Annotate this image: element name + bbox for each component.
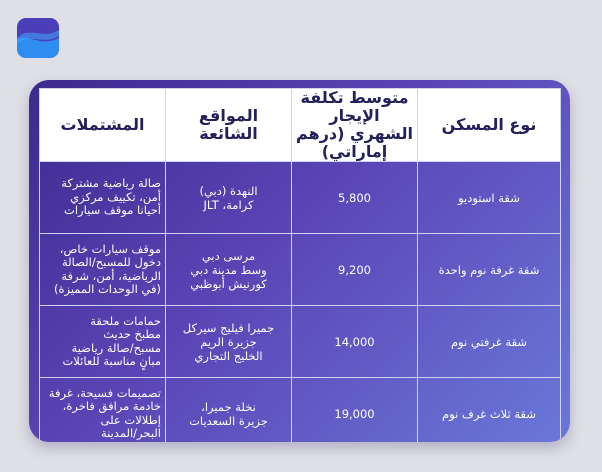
feature-line: (في الوحدات المميزة) <box>53 282 161 296</box>
cell-housing-type: شقة غرفة نوم واحدة <box>418 234 561 306</box>
cell-locations <box>166 306 292 378</box>
feature-line: مطبخ حديث <box>103 327 161 341</box>
location-line: جميرا فيليج سيركل <box>182 320 275 335</box>
location-line: كورنيش أبوظبي <box>190 276 267 291</box>
location-line: الخليج التجاري <box>194 348 263 363</box>
cell-cost: 14,000 <box>292 306 418 378</box>
cell-cost: 9,200 <box>292 234 418 306</box>
location-line: جزيرة السعديات <box>189 413 268 428</box>
cell-cost: 19,000 <box>292 378 418 443</box>
feature-line: مبانٍ مناسبة للعائلات <box>62 354 161 368</box>
table-row <box>40 306 561 378</box>
table-header-row <box>40 89 561 162</box>
feature-line: البحر/المدينة <box>100 426 161 440</box>
header-features: المشتملات <box>40 89 166 162</box>
cell-locations <box>166 162 292 234</box>
header-locations: المواقع الشائعة <box>166 89 292 162</box>
location-line: وسط مدينة دبي <box>190 262 267 277</box>
location-line: كرامة، JLT <box>203 197 254 212</box>
cell-housing-type: شقة ثلاث غرف نوم <box>418 378 561 443</box>
table-row <box>40 234 561 306</box>
feature-line: إطلالات على <box>100 412 161 427</box>
location-line: النهدة (دبي) <box>199 183 258 198</box>
feature-line: خادمة مرافق فاخرة، <box>62 399 161 413</box>
feature-line: تصميمات فسيحة، غرفة <box>48 385 161 400</box>
header-average-cost: متوسط تكلفة الإيجار الشهري (درهم إماراتي) <box>292 89 418 162</box>
feature-line: أمن، تكييف مركزي <box>70 189 161 204</box>
feature-line: مسبح/صالة رياضية <box>71 340 161 355</box>
brand-logo-icon <box>17 18 59 58</box>
location-line: جزيرة الريم <box>200 334 257 349</box>
cell-features <box>40 234 166 306</box>
table-row <box>40 378 561 443</box>
feature-line: صالة رياضية مشتركة <box>61 176 161 191</box>
cell-features <box>40 378 166 443</box>
location-line: نخلة جميرا، <box>201 399 256 414</box>
cell-housing-type: شقة غرفتي نوم <box>418 306 561 378</box>
location-line: مرسى دبي <box>201 248 256 263</box>
feature-line: الرياضية، أمن، شرفة <box>61 268 161 283</box>
feature-line: دخول للمسبح/الصالة <box>61 255 161 269</box>
cell-cost: 5,800 <box>292 162 418 234</box>
feature-line: موقف سيارات خاص، <box>59 241 161 256</box>
cell-locations <box>166 378 292 443</box>
cell-features <box>40 162 166 234</box>
rent-comparison-table <box>39 88 561 442</box>
table-row <box>40 162 561 234</box>
rent-table-card <box>29 80 570 442</box>
cell-locations <box>166 234 292 306</box>
feature-line: حمامات ملحقة <box>90 313 161 328</box>
feature-line: أحيانا موقف سيارات <box>64 203 161 218</box>
cell-features <box>40 306 166 378</box>
cell-housing-type: شقة استوديو <box>418 162 561 234</box>
header-housing-type: نوع المسكن <box>418 89 561 162</box>
